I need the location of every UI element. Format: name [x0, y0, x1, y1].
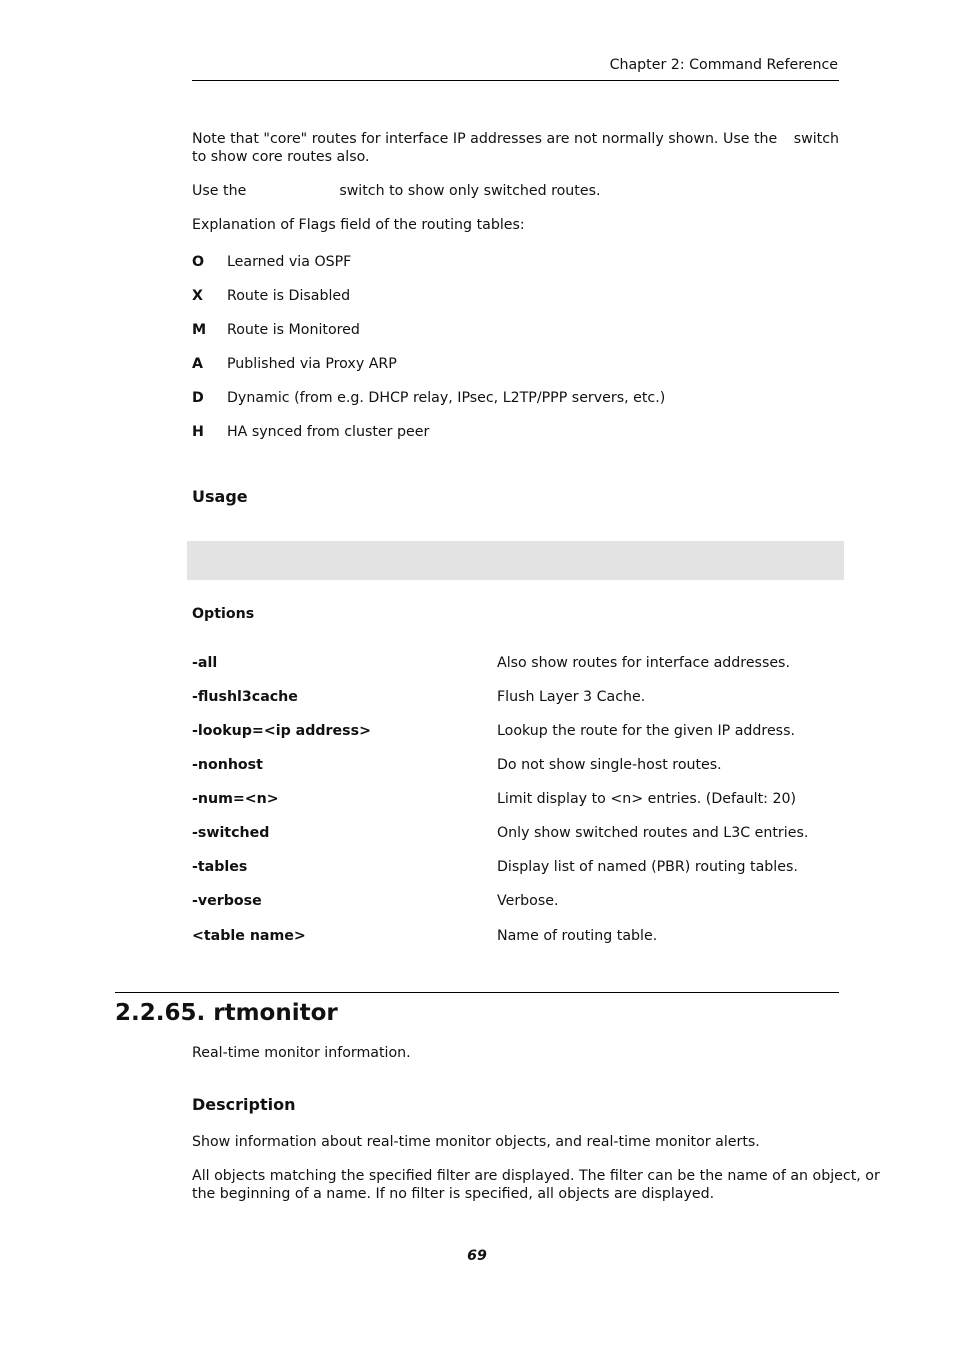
option-row — [192, 892, 839, 910]
option-name: -tables — [192, 859, 248, 875]
option-desc: Flush Layer 3 Cache. — [497, 689, 646, 705]
flag-desc: Route is Monitored — [227, 322, 360, 338]
option-row — [192, 722, 839, 740]
option-row — [192, 654, 839, 672]
flag-desc: Dynamic (from e.g. DHCP relay, IPsec, L2TP/PPP servers, etc.) — [227, 390, 666, 406]
switched-routes-note-end: switch to show only switched routes. — [339, 183, 601, 199]
header-rule — [192, 80, 839, 81]
option-desc: Display list of named (PBR) routing tables. — [497, 859, 798, 875]
option-name: -lookup=<ip address> — [192, 723, 371, 739]
description-heading: Description — [192, 1095, 296, 1114]
option-name: <table name> — [192, 928, 306, 944]
flag-key: D — [192, 390, 204, 406]
flag-key: M — [192, 322, 207, 338]
option-name: -switched — [192, 825, 270, 841]
usage-code-box — [187, 541, 844, 580]
option-name: -all — [192, 655, 218, 671]
option-name: -nonhost — [192, 757, 263, 773]
option-desc: Limit display to <n> entries. (Default: 20) — [497, 791, 797, 807]
flag-desc: HA synced from cluster peer — [227, 424, 430, 440]
section-rule — [115, 992, 839, 993]
option-name: -verbose — [192, 893, 262, 909]
option-row — [192, 688, 839, 706]
flag-key: A — [192, 356, 203, 372]
flag-desc: Published via Proxy ARP — [227, 356, 397, 372]
option-desc: Name of routing table. — [497, 928, 658, 944]
option-row — [192, 790, 839, 808]
option-row — [192, 927, 839, 945]
flag-key: O — [192, 254, 205, 270]
option-desc: Also show routes for interface addresses. — [497, 655, 790, 671]
section-title: 2.2.65. rtmonitor — [115, 1000, 338, 1026]
flag-desc: Learned via OSPF — [227, 254, 352, 270]
section-summary: Real-time monitor information. — [192, 1045, 411, 1061]
core-routes-note-text: Note that "core" routes for interface IP addresses are not normally shown. Use the — [192, 131, 778, 147]
option-row — [192, 858, 839, 876]
page-number: 69 — [467, 1248, 487, 1264]
switched-routes-note — [192, 182, 601, 200]
option-desc: Verbose. — [497, 893, 559, 909]
description-paragraph-2-line-2: the beginning of a name. If no filter is specified, all objects are displayed. — [192, 1186, 715, 1202]
core-routes-note — [192, 130, 839, 148]
option-desc: Only show switched routes and L3C entries. — [497, 825, 809, 841]
option-desc: Lookup the route for the given IP address. — [497, 723, 795, 739]
flag-desc: Route is Disabled — [227, 288, 351, 304]
option-row — [192, 824, 839, 842]
flag-key: X — [192, 288, 203, 304]
core-routes-note-switch: switch — [793, 131, 839, 147]
switched-routes-note-start: Use the — [192, 183, 247, 199]
usage-heading: Usage — [192, 487, 248, 506]
option-row — [192, 756, 839, 774]
flags-intro: Explanation of Flags field of the routing tables: — [192, 217, 525, 233]
description-paragraph-2-line-1: All objects matching the specified filter are displayed. The filter can be the name of an object, or — [192, 1168, 880, 1184]
running-header: Chapter 2: Command Reference — [609, 57, 838, 73]
option-desc: Do not show single-host routes. — [497, 757, 722, 773]
description-paragraph-1: Show information about real-time monitor objects, and real-time monitor alerts. — [192, 1134, 760, 1150]
option-name: -num=<n> — [192, 791, 279, 807]
options-heading: Options — [192, 606, 255, 622]
flag-key: H — [192, 424, 204, 440]
core-routes-note-continued: to show core routes also. — [192, 149, 370, 165]
option-name: -flushl3cache — [192, 689, 298, 705]
